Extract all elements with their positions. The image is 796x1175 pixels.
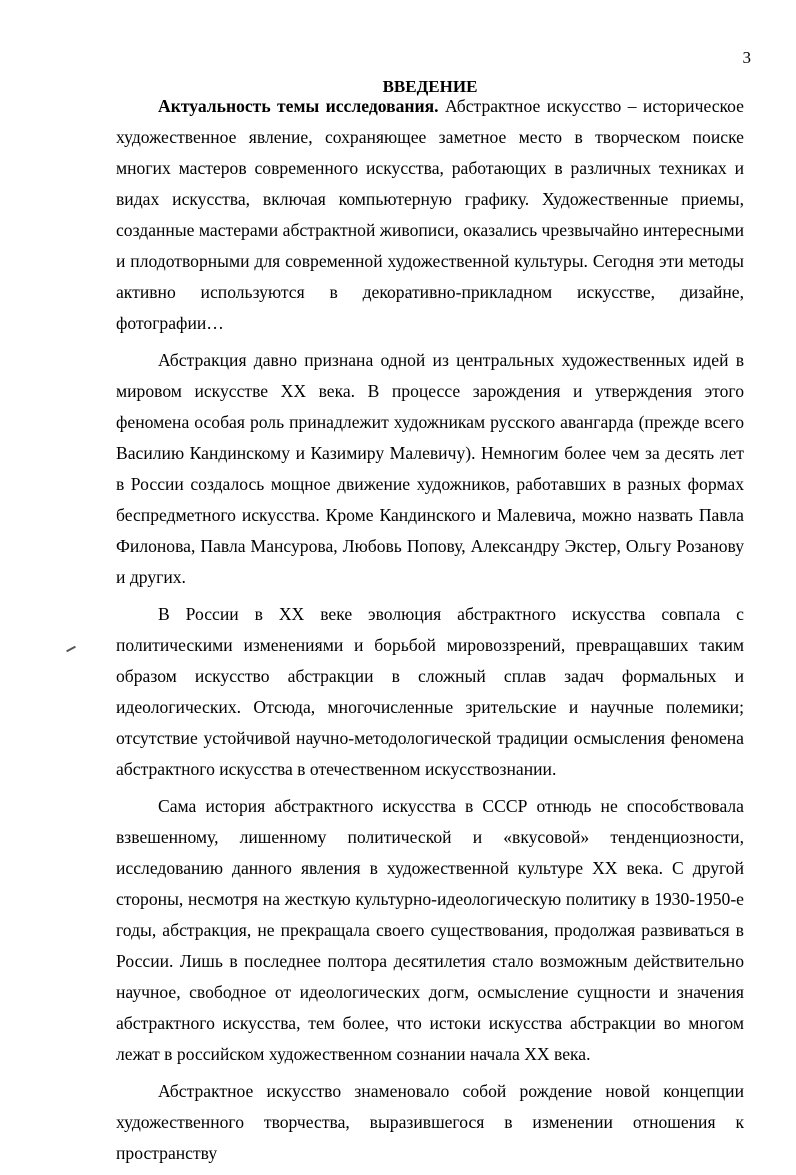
scan-speck-mark bbox=[66, 646, 76, 652]
paragraph-relevance bbox=[116, 91, 744, 339]
paragraph-text: Абстрактное искусство – историческое художественное явление, сохраняющее заметное место в творческом поиске многих мастеров современного искусства, работающих в различных техниках и видах искусства, включая компьютерную графику. Художественные приемы, созданные мастерами абстрактной живописи, оказались чрезвычайно интересными и плодотворными для современной художественной культуры. Сегодня эти методы активно используются в декоративно-прикладном искусстве, дизайне, фотографии… bbox=[116, 96, 744, 333]
body-text bbox=[116, 91, 744, 1175]
paragraph-lead: Актуальность темы исследования. bbox=[158, 96, 439, 116]
paragraph-abstraction-history: Абстракция давно признана одной из центральных художественных идей в мировом искусстве XX века. В процессе зарождения и утверждения этого феномена особая роль принадлежит художникам русского авангарда (прежде всего Василию Кандинскому и Казимиру Малевичу). Немногим более чем за десять лет в России создалось мощное движение художников, работавших в разных формах беспредметного искусства. Кроме Кандинского и Малевича, можно назвать Павла Филонова, Павла Мансурова, Любовь Попову, Александру Экстер, Ольгу Розанову и других. bbox=[116, 350, 744, 587]
page-number: 3 bbox=[742, 48, 751, 67]
paragraph-ussr-history: Сама история абстрактного искусства в СССР отнюдь не способствовала взвешенному, лишенному политической и «вкусовой» тенденциозности, исследованию данного явления в художественной культуре XX века. С другой стороны, несмотря на жесткую культурно-идеологическую политику в 1930-1950-е годы, абстракция, не прекращала своего существования, продолжая развиваться в России. Лишь в последнее полтора десятилетия стало возможным действительно научное, свободное от идеологических догм, осмысление сущности и значения абстрактного искусства, тем более, что истоки искусства абстракции во многом лежат в российском художественном сознании начала XX века. bbox=[116, 796, 744, 1064]
page-heading: ВВЕДЕНИЕ bbox=[382, 77, 478, 96]
paragraph-new-concept: Абстрактное искусство знаменовало собой рождение новой концепции художественного творчества, выразившегося в изменении отношения к пространству bbox=[116, 1081, 744, 1163]
paragraph-russia-evolution: В России в XX веке эволюция абстрактного искусства совпала с политическими изменениями и борьбой мировоззрений, превращавших таким образом искусство абстракции в сложный сплав задач формальных и идеологических. Отсюда, многочисленные зрительские и научные полемики; отсутствие устойчивой научно-методологической традиции осмысления феномена абстрактного искусства в отечественном искусствознании. bbox=[116, 604, 744, 779]
